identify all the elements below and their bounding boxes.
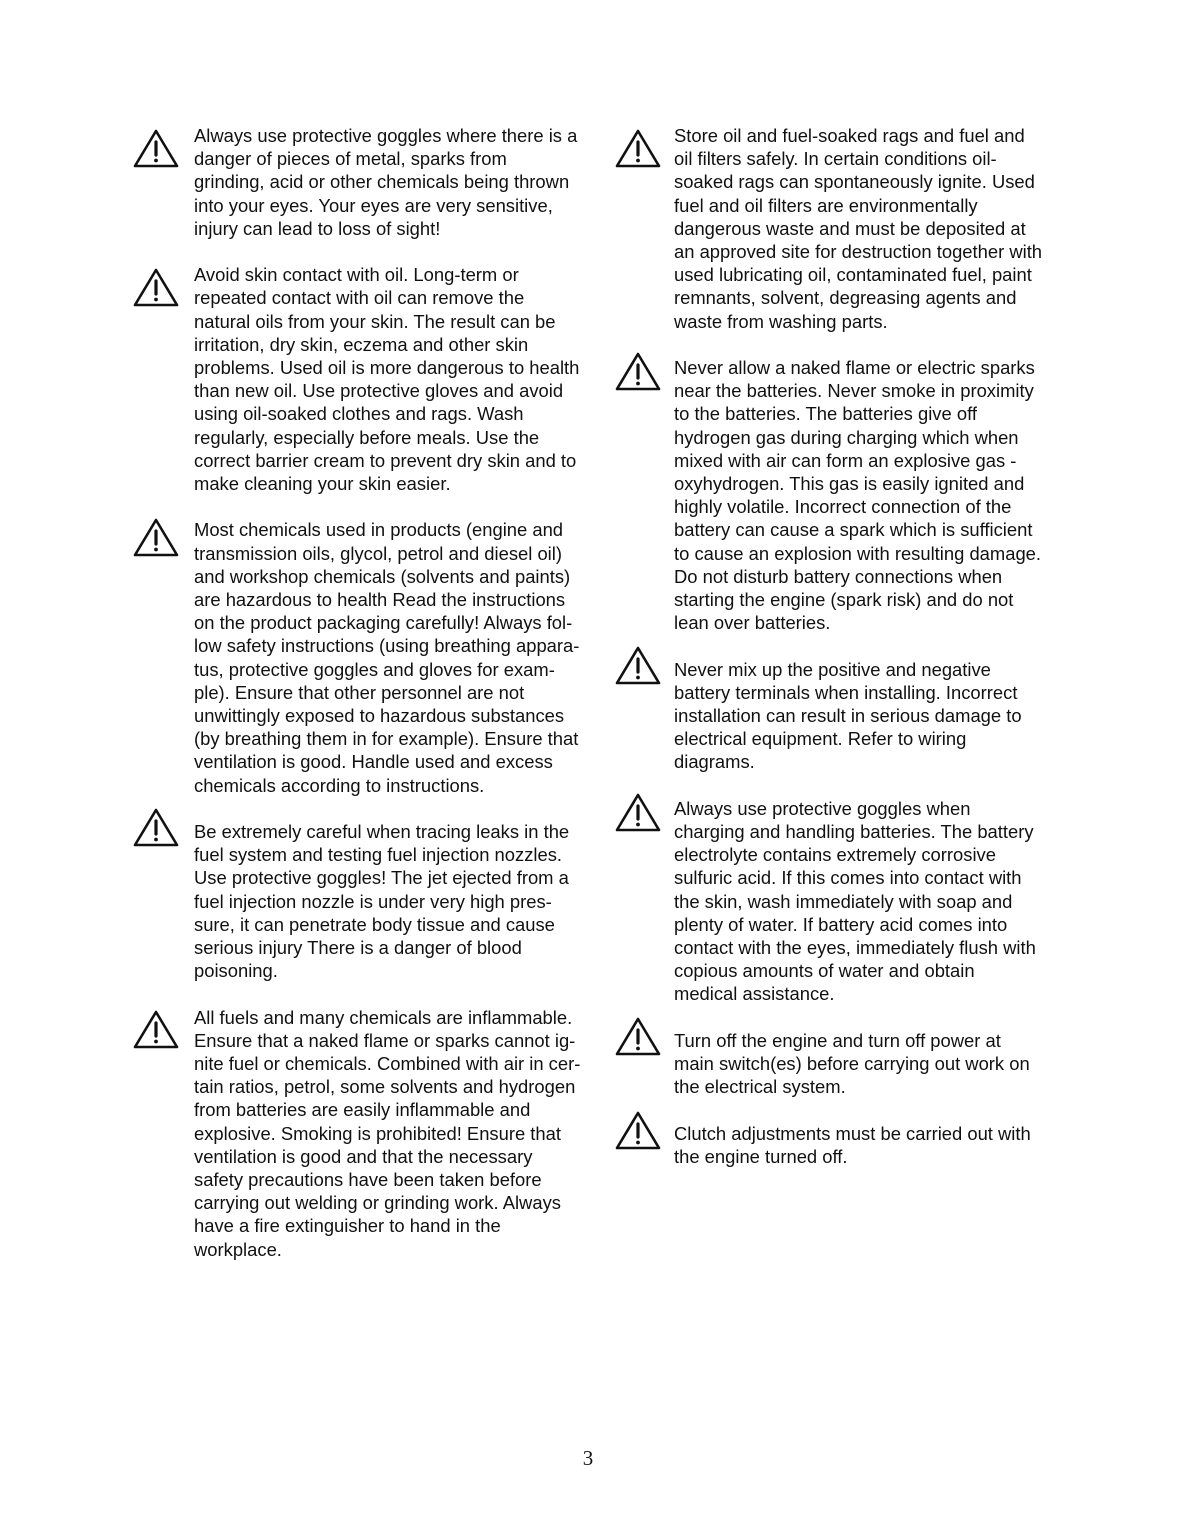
warning-hazardous-chemicals xyxy=(130,518,605,796)
warning-text: Never mix up the positive and negative battery terminals when installing. Incorrect installation can result in serious damage to electrical equipment. Refer to wiring diagrams. xyxy=(674,658,1022,773)
warning-triangle-icon xyxy=(132,267,180,309)
warning-fuel-injection-leaks xyxy=(130,820,605,982)
warning-text: Turn off the engine and turn off power at main switch(es) before carrying out work on the electrical system. xyxy=(674,1029,1030,1098)
warning-text: Always use protective goggles where there is a danger of pieces of metal, sparks from grinding, acid or other chemicals being thrown into your eyes. Your eyes are very sensitive, injury can lead to loss of sight! xyxy=(194,125,578,239)
warning-skin-contact-oil xyxy=(130,263,605,495)
warning-text: Store oil and fuel-soaked rags and fuel and oil filters safely. In certain conditions oil- soaked rags can spontaneously ignite. Used fuel and oil filters are environmentally dangerous waste and must be deposited at an approved site for destruction together with used lubricating oil, contaminated fuel, paint remnants, solvent, degreasing agents and waste from washing parts. xyxy=(674,125,1043,332)
warning-triangle-icon xyxy=(132,1009,180,1051)
right-column xyxy=(612,124,1072,1191)
warning-goggles-eyes xyxy=(130,124,605,240)
warning-inflammable-fuels xyxy=(130,1006,605,1261)
warning-text: Never allow a naked flame or electric sparks near the batteries. Never smoke in proximity to the batteries. The batteries give off hydrogen gas during charging which when mixed with air can form an explosive gas - oxyhydrogen. This gas is easily ignited and highly volatile. Incorrect connection of the battery can cause a spark which is sufficient to cause an explosion with resulting damage. Do not disturb battery connections when starting the engine (spark risk) and do not lean over batteries. xyxy=(674,357,1042,634)
warning-text: All fuels and many chemicals are inflammable. Ensure that a naked flame or sparks cannot ig- nite fuel or chemicals. Combined with air in cer- tain ratios, petrol, some solvents and hydrogen from batteries are easily inflammable and explosive. Smoking is prohibited! Ensure that ventilation is good and that the necessary safety precautions have been taken before carrying out welding or grinding work. Always have a fire extinguisher to hand in the workplace. xyxy=(194,1006,581,1260)
page-number: 3 xyxy=(582,1446,594,1470)
warning-triangle-icon xyxy=(132,128,180,170)
warning-triangle-icon xyxy=(614,351,662,393)
warning-triangle-icon xyxy=(614,1110,662,1152)
warning-text: Be extremely careful when tracing leaks in the fuel system and testing fuel injection nozzles. Use protective goggles! The jet ejected from a fuel injection nozzle is under very high pres- sure, it can penetrate body tissue and cause serious injury There is a danger of blood poisoning. xyxy=(194,821,570,982)
warning-triangle-icon xyxy=(614,128,662,170)
warning-battery-acid xyxy=(612,797,1072,1006)
warning-triangle-icon xyxy=(614,792,662,834)
warning-triangle-icon xyxy=(132,517,180,559)
warning-electrical-system xyxy=(612,1029,1072,1099)
warning-text: Most chemicals used in products (engine and transmission oils, glycol, petrol and diesel oil) and workshop chemicals (solvents and paints) are hazardous to health Read the instructions on the product packaging carefully! Always fol- low safety instructions (using breathing appara- tus, protective goggles and gloves for exam- ple). Ensure that other personnel are not unwittingly exposed to hazardous substances (by breathing them in for example). Ensure that ventilation is good. Handle used and excess chemicals according to instructions. xyxy=(194,519,580,796)
warning-battery-terminals xyxy=(612,658,1072,774)
warning-text: Avoid skin contact with oil. Long-term or repeated contact with oil can remove the natural oils from your skin. The result can be irritation, dry skin, eczema and other skin problems. Used oil is more dangerous to health than new oil. Use protective gloves and avoid using oil-soaked clothes and rags. Wash regularly, especially before meals. Use the correct barrier cream to prevent dry skin and to make cleaning your skin easier. xyxy=(194,264,580,495)
warning-oil-soaked-rags xyxy=(612,124,1072,333)
warning-triangle-icon xyxy=(132,807,180,849)
warning-triangle-icon xyxy=(614,1016,662,1058)
left-column xyxy=(130,124,605,1284)
warning-clutch-adjustment xyxy=(612,1122,1072,1168)
warning-battery-sparks xyxy=(612,356,1072,634)
warning-text: Clutch adjustments must be carried out with the engine turned off. xyxy=(674,1122,1031,1167)
warning-triangle-icon xyxy=(614,645,662,687)
warning-text: Always use protective goggles when charging and handling batteries. The battery electrolyte contains extremely corrosive sulfuric acid. If this comes into contact with the skin, wash immediately with soap and plenty of water. If battery acid comes into contact with the eyes, immediately flush with copious amounts of water and obtain medical assistance. xyxy=(674,797,1036,1005)
